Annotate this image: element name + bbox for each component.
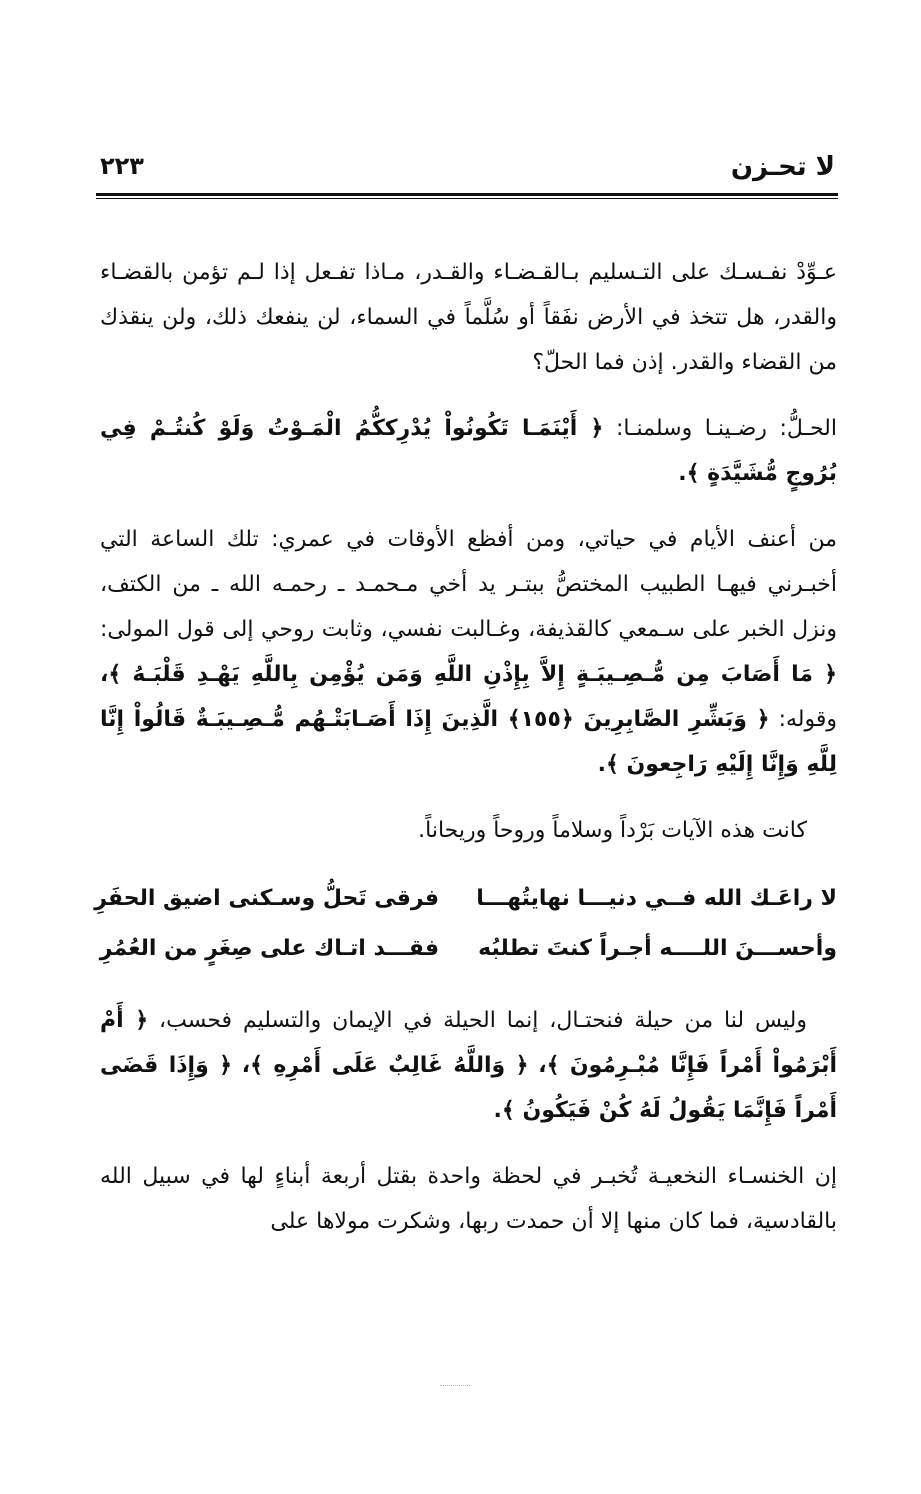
poem-hemistich-second: فرقى تَحلُّ وسـكنى اضيق الحفَرِ xyxy=(94,886,440,911)
paragraph-lead: الحـلُّ: رضـينـا وسلمنـا: xyxy=(615,416,837,441)
paragraph-accept-fate xyxy=(100,250,837,385)
paragraph-brother-story xyxy=(100,517,837,787)
quran-verse: ﴿ وَبَشِّرِ الصَّابِرِينَ ﴿١٥٥﴾ الَّذِينَ إِذَا أَصَـابَتْـهُم مُّـصِـيبَـةٌ قَالُواْ إِنَّا لِلَّهِ وَإِنَّا إِلَيْهِ رَاجِعونَ ﴾. xyxy=(100,707,837,777)
header-rule xyxy=(96,193,838,196)
footer-mark xyxy=(440,1385,470,1386)
paragraph-text: إن الخنسـاء النخعيـة تُخبـر في لحظة واحدة بقتل أربعة أبناءٍ لها في سبيل الله بالقادسية، فما كان منها إلا أن حمدت ربها، وشكرت مولاها على xyxy=(100,1164,837,1234)
book-title: لا تحـزن xyxy=(730,152,835,182)
quran-verse: ﴿ أَيْنَمَـا تَكُونُواْ يُدْرِككُّمُ الْمَـوْتُ وَلَوْ كُنتُـمْ فِي بُرُوجٍ مُّشَيَّدَةٍ ﴾. xyxy=(100,416,837,486)
quran-verse: ﴿ وَاللَّهُ غَالِبٌ عَلَى أَمْرِهِ ﴾، xyxy=(241,1053,529,1078)
page-body xyxy=(94,250,837,1265)
poem-hemistich-first: وأحســـنَ اللــــه أجـراً كنتَ تطلبُه xyxy=(478,936,837,961)
header-rule-thin xyxy=(96,198,838,199)
poem xyxy=(94,874,837,974)
paragraph-faith-submission xyxy=(100,998,837,1133)
page-number: ٢٢٣ xyxy=(100,152,144,180)
paragraph-the-solution xyxy=(100,406,837,496)
paragraph-text: عـوِّدْ نفـسـك على التـسليم بـالقـضـاء والقـدر، مـاذا تفـعل إذا لـم تؤمن بالقضـاء والقدر، هل تتخذ في الأرض نفَقاً أو سُلَّماً في السماء، لن ينفعك ذلك، ولن ينقذك من القضاء والقدر. إذن فما الحلّ؟ xyxy=(100,260,837,375)
poem-hemistich-second: فقـــد اتـاك على صِغَرٍ من العُمُرِ xyxy=(99,936,440,961)
poem-verse xyxy=(100,924,837,974)
paragraph-text: كانت هذه الآيات بَرْداً وسلاماً وروحاً وريحاناً. xyxy=(418,818,807,843)
page-header xyxy=(100,150,835,190)
poem-verse xyxy=(94,874,837,924)
poem-hemistich-first: لا راعَـك الله فــي دنيـــا نهايتُهـــا xyxy=(476,886,837,911)
paragraph-verses-comfort xyxy=(100,808,837,853)
quran-verse: ﴿ وَإِذَا قَضَى أَمْراً فَإِنَّمَا يَقُولُ لَهُ كُنْ فَيَكُونُ ﴾. xyxy=(100,1053,837,1123)
paragraph-text: من أعنف الأيام في حياتي، ومن أفظع الأوقات في عمري: تلك الساعة التي أخبـرني فيهـا الطبيب المختصُّ ببتـر يد أخي مـحمـد ـ رحمـه الله ـ من الكتف، ونزل الخبر على سـمعي كالقذيفة، وغـالبت نفسي، وثابت روحي إلى قول المولى: xyxy=(100,527,837,642)
paragraph-connector: وقوله: xyxy=(778,707,837,732)
paragraph-text: وليس لنا من حيلة فنحتـال، إنما الحيلة في الإيمان والتسليم فحسب، xyxy=(159,1008,808,1033)
quran-verse: ﴿ مَا أَصَابَ مِن مُّـصِـيبَـةٍ إِلاَّ بِإِذْنِ اللَّهِ وَمَن يُؤْمِن بِاللَّهِ يَهْـدِ قَلْبَـهُ ﴾، xyxy=(100,662,837,687)
paragraph-al-khansa xyxy=(100,1154,837,1244)
quran-verse: ﴿ أَمْ أَبْرَمُواْ أَمْراً فَإِنَّا مُبْـرِمُونَ ﴾، xyxy=(100,1008,837,1078)
